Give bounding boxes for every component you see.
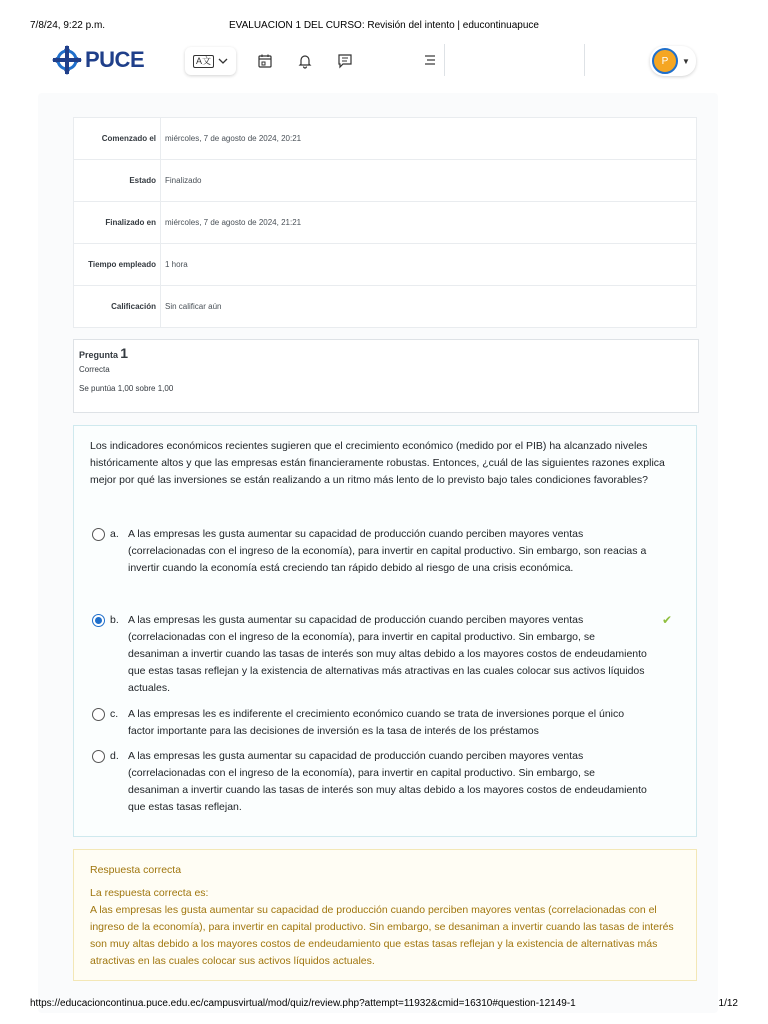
radio-button[interactable] [92,750,105,763]
feedback-title: Respuesta correcta [90,864,182,876]
summary-value: miércoles, 7 de agosto de 2024, 21:21 [165,218,302,227]
answer-text: A las empresas les es indiferente el crecimiento económico cuando se trata de inversiones porque el único factor importante para las decisiones de inversión es la tasa de interés de los préstamos [128,708,625,737]
print-header [0,0,768,31]
question-content [73,425,697,837]
bell-icon [297,53,313,69]
radio-button[interactable] [92,528,105,541]
print-title: EVALUACION 1 DEL CURSO: Revisión del intento | educontinuapuce [229,20,539,31]
answer-text: A las empresas les gusta aumentar su capacidad de producción cuando perciben mayores ventas (correlacionadas con el ingreso de la economía), para invertir en capital productivo. Sin embargo, son reacias a invertir cuando la economía está creciendo tan rápido debido al riesgo de una crisis económica. [128,528,647,574]
feedback-body: A las empresas les gusta aumentar su capacidad de producción cuando perciben mayores ventas (correlacionadas con el ingreso de la economía), para invertir en capital productivo. Sin embargo, se desaniman a invertir cuando las tasas de interés son muy altas debido a los mayores costos de endeudamiento que estas tasas reflejan y la existencia de alternativas más atractivas en las cuales colocar sus activos líquidos actuales. [90,904,674,967]
question-text: Los indicadores económicos recientes sugieren que el crecimiento económico (medido por el PIB) ha alcanzado niveles históricamente altos y que las empresas están financieramente robustas. Entonces, ¿cuál de las siguientes razones explica mejor por qué las inversiones se están realizando a un ritmo más lento de lo previsto bajo tales condiciones favorables? [90,440,665,486]
radio-button-selected[interactable] [92,614,105,627]
summary-label: Finalizado en [74,202,161,244]
puce-emblem-icon [52,45,82,75]
answer-letter: c. [110,708,119,720]
calendar-icon [257,53,273,69]
caret-down-icon: ▼ [682,56,690,66]
summary-value: Sin calificar aún [165,302,222,311]
navbar-divider [444,44,445,76]
user-menu[interactable] [650,46,696,76]
summary-label: Estado [74,160,161,202]
avatar: P [652,48,678,74]
summary-row [74,118,697,160]
chevron-down-icon [218,58,228,64]
summary-label: Comenzado el [74,118,161,160]
language-selector[interactable] [185,47,236,75]
feedback-box [73,849,697,981]
summary-value: miércoles, 7 de agosto de 2024, 20:21 [165,134,302,143]
print-page-number: 1/12 [718,998,738,1009]
question-number: 1 [120,345,129,361]
summary-value: 1 hora [165,260,188,269]
messages-button[interactable] [334,50,356,72]
print-footer [0,994,768,1024]
menu-toggle[interactable] [425,52,435,68]
summary-row [74,160,697,202]
answer-letter: d. [110,750,119,762]
nav-tools [185,47,356,75]
hamburger-icon [425,55,435,65]
print-url: https://educacioncontinua.puce.edu.ec/campusvirtual/mod/quiz/review.php?attempt=11932&cmid=16310#question-12149-1 [30,998,576,1009]
notifications-button[interactable] [294,50,316,72]
question-state: Correcta [79,365,110,374]
summary-row [74,244,697,286]
answer-letter: b. [110,614,119,626]
summary-value: Finalizado [165,176,202,185]
summary-label: Calificación [74,286,161,328]
navbar [30,38,738,82]
calendar-button[interactable] [254,50,276,72]
question-label: Pregunta [79,350,119,360]
logo-text: PUCE [85,47,145,72]
summary-row [74,202,697,244]
radio-button[interactable] [92,708,105,721]
puce-logo[interactable] [52,44,144,76]
summary-label: Tiempo empleado [74,244,161,286]
attempt-summary-table [73,117,697,328]
question-grade: Se puntúa 1,00 sobre 1,00 [79,384,174,393]
chat-icon [337,53,353,69]
print-datetime: 7/8/24, 9:22 p.m. [30,20,106,31]
answer-text: A las empresas les gusta aumentar su capacidad de producción cuando perciben mayores ventas (correlacionadas con el ingreso de la economía), para invertir en capital productivo. Sin embargo, se desaniman a invertir cuando las tasas de interés son muy altas debido a los mayores costos de endeudamiento que estas tasas reflejan y la existencia de alternativas más atractivas en las cuales colocar sus activos líquidos actuales. [128,614,647,694]
question-info [73,339,699,413]
language-icon: A文 [193,55,214,68]
feedback-subtitle: La respuesta correcta es: [90,887,209,899]
navbar-divider [584,44,585,76]
answer-text: A las empresas les gusta aumentar su capacidad de producción cuando perciben mayores ventas (correlacionadas con el ingreso de la economía), para invertir en capital productivo. Sin embargo, se desaniman a invertir cuando las tasas de interés son muy altas debido a los mayores costos de endeudamiento que estas tasas reflejan. [128,750,647,813]
answer-letter: a. [110,528,119,540]
summary-row [74,286,697,328]
correct-check-icon: ✔ [662,613,673,627]
